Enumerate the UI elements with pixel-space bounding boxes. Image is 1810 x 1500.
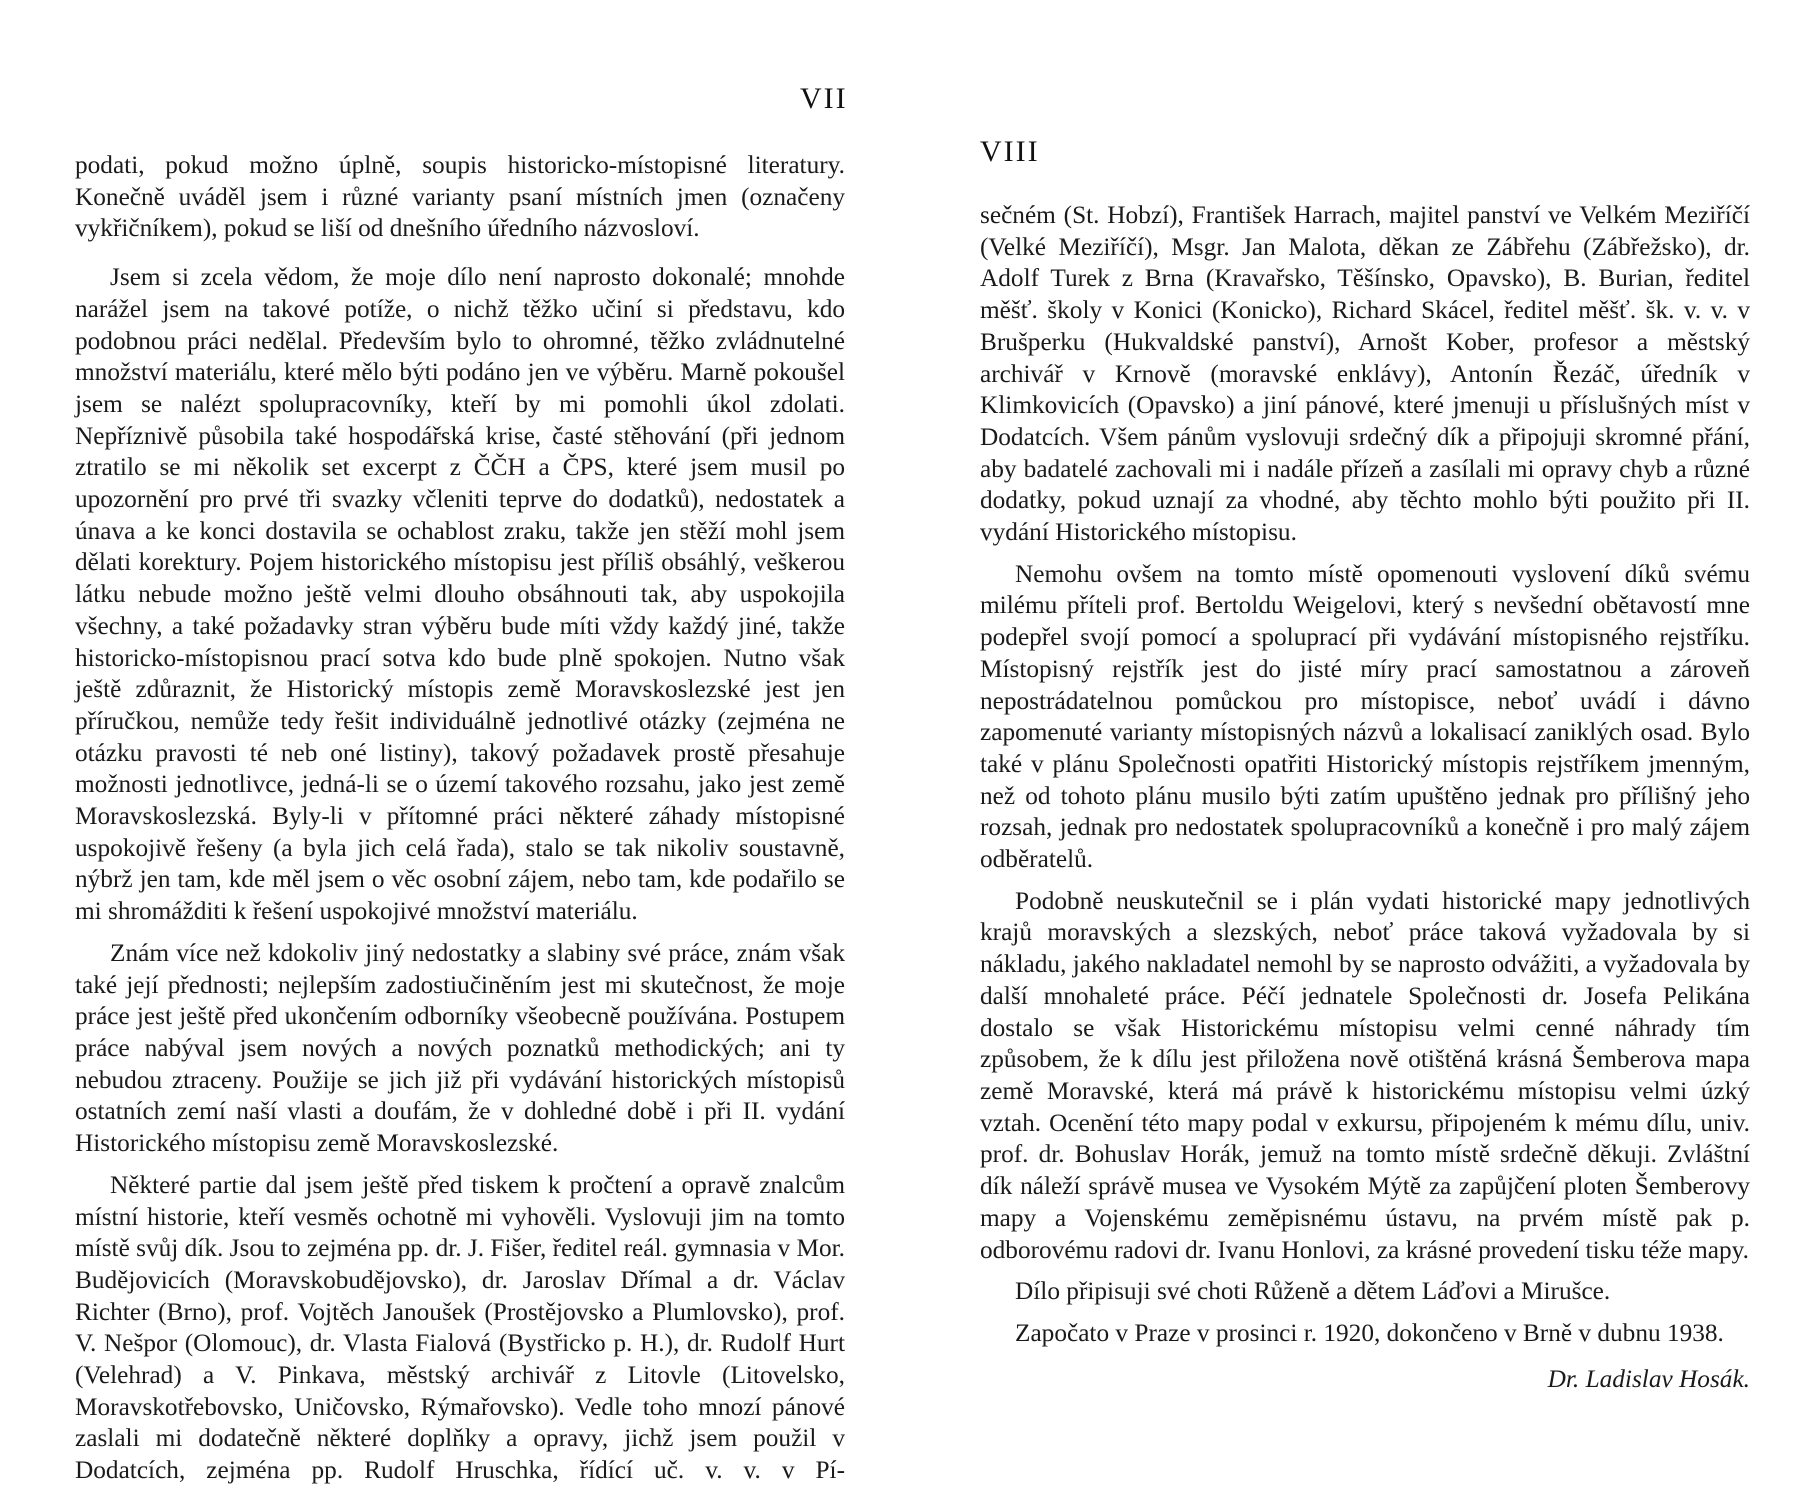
paragraph: Podobně neuskutečnil se i plán vydati historické mapy jednotlivých krajů moravských a slezských, neboť práce taková vyžadovala by si nákladu, jakého nakladatel nemohl by se naprosto odvážiti, a vyžadovala by další mnohaleté práce. Péčí jednatele Společnosti dr. Josefa Pelikána dostalo se však Historickému místopisu velmi cenné náhrady tím způsobem, že k dílu jest přiložena nově otištěná krásná Šemberova mapa země Moravské, která má právě k historickému místopisu velmi úzký vztah. Ocenění této mapy podal v exkursu, připojeném k mému dílu, univ. prof. dr. Bohuslav Horák, jemuž na tomto místě srdečně děkuji. Zvláštní dík náleží správě musea ve Vysokém Mýtě za zapůjčení ploten Šemberovy mapy a Vojenskému zeměpisnému ústavu, na prvém místě pak p. odborovému radovi dr. Ivanu Honlovi, za krásné provedení tisku téže mapy.: [980, 886, 1750, 1264]
page-number: VIII: [980, 135, 1040, 168]
page-number: VII: [800, 82, 848, 115]
left-page-text: [75, 150, 845, 1487]
paragraph: Některé partie dal jsem ještě před tiskem k pročtení a opravě znalcům místní historie, kteří vesměs ochotně mi vyhověli. Vyslovuji jim na tomto místě svůj dík. Jsou to zejména pp. dr. J. Fišer, ředitel reál. gymnasia v Mor. Budějovicích (Moravskobudějovsko), dr. Jaroslav Dřímal a dr. Václav Richter (Brno), prof. Vojtěch Janoušek (Prostějovsko a Plumlovsko), prof. V. Nešpor (Olomouc), dr. Vlasta Fialová (Bystřicko p. H.), dr. Rudolf Hurt (Velehrad) a V. Pinkava, městský archivář z Litovle (Litovelsko, Moravskotřebovsko, Uničovsko, Rýmařovsko). Vedle toho mnozí pánové zaslali mi dodatečně některé doplňky a opravy, jichž jsem použil v Dodatcích, zejména pp. Rudolf Hruschka, řídící uč. v. v. v Pí-: [75, 1170, 845, 1485]
paragraph: Nemohu ovšem na tomto místě opomenouti vyslovení díků svému milému příteli prof. Bertoldu Weigelovi, který s nevšední obětavostí mne podepřel svojí pomocí a spoluprací při vydávání místopisného rejstříku. Místopisný rejstřík jest do jisté míry prací samostatnou a zároveň nepostrádatelnou pomůckou pro místopisce, neboť uvádí i dávno zapomenuté varianty místopisných názvů a lokalisací zaniklých osad. Bylo také v plánu Společnosti opatřiti Historický místopis rejstříkem jmenným, než od tohoto plánu musilo býti zatím upuštěno jednak pro přílišný jeho rozsah, jednak pro nedostatek spolupracovníků a konečně i pro malý zájem odběratelů.: [980, 559, 1750, 874]
paragraph: Jsem si zcela vědom, že moje dílo není naprosto dokonalé; mnohde narážel jsem na takové potíže, o nichž těžko učiní si představu, kdo podobnou práci nedělal. Především bylo to ohromné, těžko zvládnutelné množství materiálu, které mělo býti podáno jen ve výběru. Marně pokoušel jsem se nalézt spolupracovníky, kteří by mi pomohli úkol zdolati. Nepříznivě působila také hospodářská krise, časté stěhování (při jednom ztratilo se mi několik set excerpt z ČČH a ČPS, které jsem musil po upozornění pro prvé tři svazky včleniti teprve do dodatků), nedostatek a únava a ke konci dostavila se ochablost zraku, takže jen stěží mohl jsem dělati korektury. Pojem historického místopisu jest příliš obsáhlý, veškerou látku nebude možno ještě velmi dlouho obsáhnouti tak, aby uspokojila všechny, a také požadavky stran výběru bude míti vždy každý jiné, takže historicko-místopisnou prací sotva kdo bude plně spokojen. Nutno však ještě zdůraznit, že Historický místopis země Moravskoslezské jest jen příručkou, nemůže tedy řešit individuálně jednotlivé otázky (zejména ne otázku pravosti té neb oné listiny), takový požadavek prostě přesahuje možnosti jednotlivce, jedná-li se o území takového rozsahu, jako jest země Moravskoslezská. Byly-li v přítomné práci některé záhady místopisné uspokojivě řešeny (a byla jich celá řada), stalo se tak nikoliv soustavně, nýbrž jen tam, kde měl jsem o věc osobní zájem, nebo tam, kde podařilo se mi shromážditi k řešení uspokojivé množství materiálu.: [75, 263, 845, 926]
dedication: Dílo připisuji své choti Růženě a dětem Láďovi a Mirušce.: [1015, 1277, 1611, 1306]
right-page-text: [980, 200, 1750, 1395]
paragraph: Znám více než kdokoliv jiný nedostatky a slabiny své práce, znám však také její přednosti; nejlepším zadostiučiněním jest mi skutečnost, že moje práce jest ještě před ukončením odborníky všeobecně používána. Postupem práce nabýval jsem nových a nových poznatků methodických; ani ty nebudou ztraceny. Použije se jich již při vydávání historických místopisů ostatních zemí naší vlasti a doufám, že v dohledné době i při II. vydání Historického místopisu země Moravskoslezské.: [75, 938, 845, 1158]
date-line: Započato v Praze v prosinci r. 1920, dokončeno v Brně v dubnu 1938.: [1015, 1318, 1724, 1347]
paragraph: podati, pokud možno úplně, soupis historicko-místopisné literatury. Konečně uváděl jsem i různé varianty psaní místních jmen (označeny vykřičníkem), pokud se liší od dnešního úředního názvosloví.: [75, 151, 845, 243]
author-signature: Dr. Ladislav Hosák.: [1547, 1364, 1750, 1393]
paragraph: sečném (St. Hobzí), František Harrach, majitel panství ve Velkém Meziříčí (Velké Meziříčí), Msgr. Jan Malota, děkan ze Zábřehu (Zábřežsko), dr. Adolf Turek z Brna (Kravařsko, Těšínsko, Opavsko), B. Burian, ředitel měšť. školy v Konici (Konicko), Richard Skácel, ředitel měšť. šk. v. v. v Brušperku (Hukvaldské panství), Arnošt Kober, profesor a městský archivář v Krnově (moravské enklávy), Antonín Řezáč, úředník v Klimkovicích (Opavsko) a jiní pánové, které jmenuji u příslušných míst v Dodatcích. Všem pánům vyslovuji srdečný dík a připojuji skromné přání, aby badatelé zachovali mi i nadále přízeň a zasílali mi opravy chyb a různé dodatky, pokud uznají za vhodné, aby těchto mohlo býti použito při II. vydání Historického místopisu.: [980, 201, 1750, 547]
